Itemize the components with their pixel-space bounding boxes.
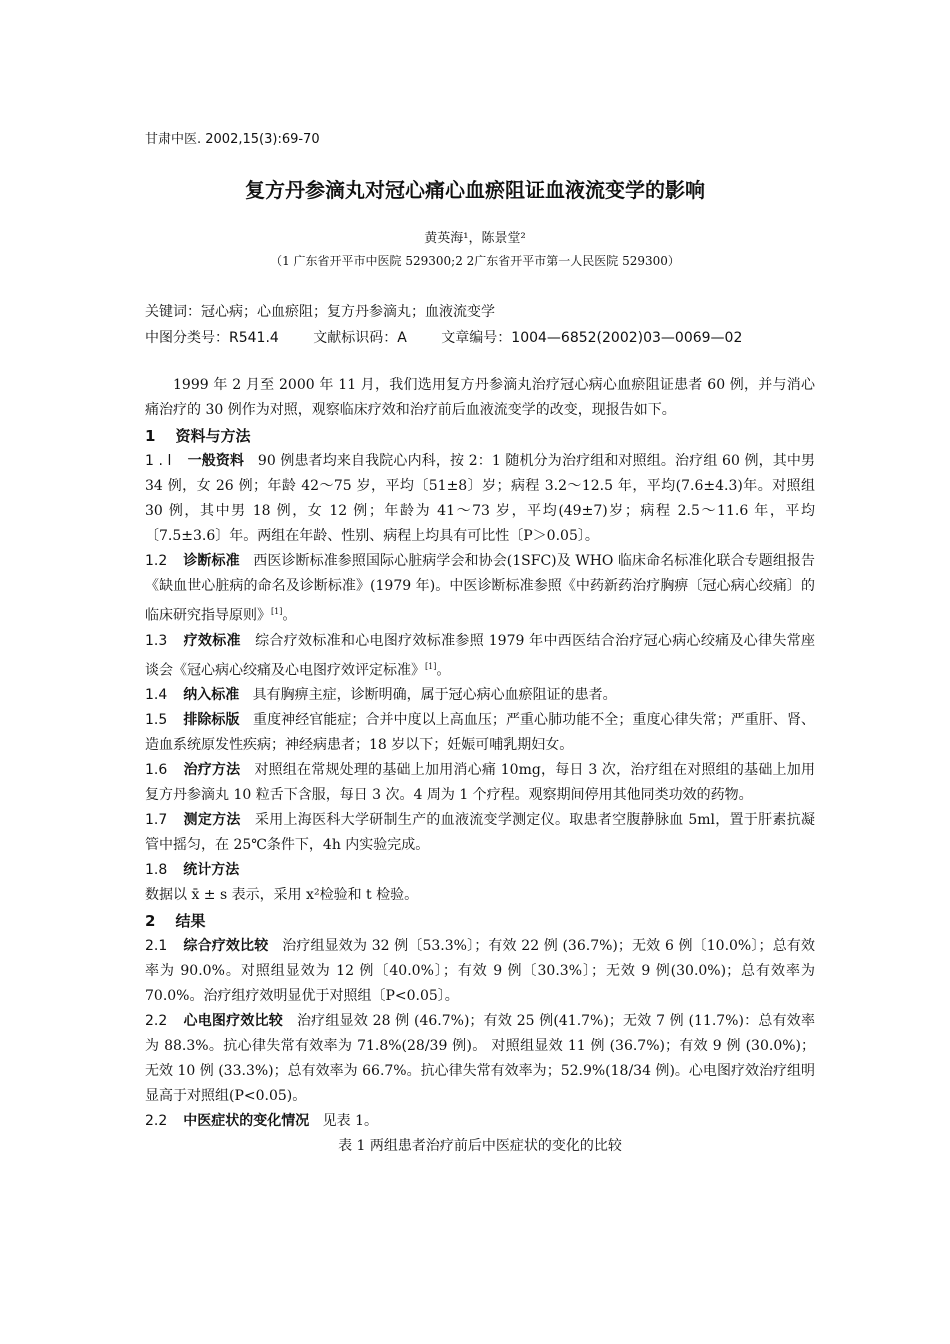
- paper-title: 复方丹参滴丸对冠心痛心血瘀阻证血液流变学的影响: [245, 178, 705, 202]
- subsection-2-1: [145, 934, 815, 1009]
- subsection-number: 1.3: [145, 632, 168, 649]
- subsection-text-tail: 。: [436, 662, 451, 679]
- subsection-number: 1.7: [145, 812, 168, 829]
- subsection-1-2: [145, 549, 815, 629]
- subsection-number: 1 . l: [145, 453, 172, 469]
- subsection-number: 1.2: [145, 553, 168, 569]
- subsection-1-4: [145, 683, 815, 708]
- intro-paragraph: 1999 年 2 月至 2000 年 11 月，我们选用复方丹参滴丸治疗冠心病心血瘀阻证患者 60 例，并与消心痛治疗的 30 例作为对照，观察临床疗效和治疗前后血液流变学的改变，现报告如下。: [145, 377, 815, 418]
- subsection-title: 诊断标准: [183, 553, 240, 569]
- subsection-1-8-text: 数据以 x̄ ± s 表示，采用 x²检验和 t 检验。: [145, 887, 419, 904]
- document-code: 文献标识码：A: [313, 330, 407, 346]
- reference-marker: [1]: [425, 661, 437, 671]
- subsection-text: 对照组在常规处理的基础上加用消心痛 10mg，每日 3 次，治疗组在对照组的基础上加用复方丹参滴丸 10 粒舌下含服，每日 3 次。4 周为 1 个疗程。观察期间停用其他同类功效的药物。: [145, 762, 815, 804]
- keywords: 关键词：冠心病；心血瘀阻；复方丹参滴丸；血液流变学: [145, 304, 495, 320]
- subsection-title: 疗效标准: [183, 632, 241, 649]
- subsection-text: 治疗组显效为 32 例〔53.3%〕；有效 22 例 (36.7%)；无效 6 例〔10.0%〕；总有效率为 90.0%。对照组显效为 12 例〔40.0%〕；有效 9 例〔30.3%〕；无效 9 例(30.0%)；总有效率为 70.0%。治疗组疗效明显优于对照组〔P<0.05〕。: [145, 938, 816, 1005]
- section-1-heading: [145, 423, 815, 449]
- subsection-text: 治疗组显效 28 例 (46.7%)；有效 25 例(41.7%)；无效 7 例 (11.7%)：总有效率为 88.3%。抗心律失常有效率为 71.8%(28/39 例)。 对照组显效 11 例 (36.7%)；有效 9 例 (30.0%)；无效 10 例 (33.3%)；总有效率为 66.7%。抗心律失常有效率为；52.9%(18/34 例)。心电图疗效治疗组明显高于对照组(P<0.05)。: [145, 1013, 816, 1105]
- subsection-1-1: [145, 449, 815, 549]
- subsection-text: 具有胸痹主症，诊断明确，属于冠心病心血瘀阻证的患者。: [252, 687, 617, 704]
- table-caption: 表 1 两组患者治疗前后中医症状的变化的比较: [338, 1138, 622, 1155]
- subsection-1-7: [145, 808, 815, 858]
- subsection-number: 2.2: [145, 1013, 168, 1030]
- subsection-1-5: [145, 708, 815, 758]
- affiliations: （1 广东省开平市中医院 529300;2 2广东省开平市第一人民医院 529300）: [270, 254, 680, 268]
- subsection-number: 1.8: [145, 862, 168, 879]
- subsection-title: 中医症状的变化情况: [183, 1113, 310, 1130]
- paper-body: [145, 373, 815, 1159]
- subsection-2-3: [145, 1109, 815, 1134]
- section-number: 1: [145, 427, 156, 445]
- subsection-title: 测定方法: [183, 812, 241, 829]
- section-title: 资料与方法: [175, 427, 251, 445]
- subsection-number: 1.5: [145, 712, 168, 729]
- subsection-title: 排除标版: [183, 712, 240, 729]
- section-number: 2: [145, 912, 156, 931]
- subsection-text: 重度神经官能症；合并中度以上高血压；严重心肺功能不全；重度心律失常；严重肝、肾、造血系统原发性疾病；神经病患者；18 岁以下；妊娠可哺乳期妇女。: [145, 712, 816, 754]
- subsection-1-3: [145, 629, 815, 684]
- subsection-title: 统计方法: [183, 862, 240, 879]
- reference-marker: [1]: [271, 607, 283, 616]
- subsection-number: 1.4: [145, 687, 168, 704]
- article-number: 文章编号：1004—6852(2002)03—0069—02: [441, 330, 743, 346]
- journal-citation: 甘肃中医. 2002,15(3):69-70: [145, 132, 320, 147]
- section-2-heading: [145, 908, 815, 934]
- subsection-1-8-heading: [145, 858, 815, 883]
- subsection-title: 一般资料: [187, 453, 245, 469]
- authors: 黄英海¹，陈景堂²: [424, 231, 526, 246]
- classification-line: [145, 327, 772, 347]
- subsection-number: 2.2: [145, 1113, 168, 1130]
- subsection-text: 见表 1。: [322, 1113, 378, 1130]
- subsection-text: 综合疗效标准和心电图疗效标准参照 1979 年中西医结合治疗冠心病心绞痛及心律失常座谈会《冠心病心绞痛及心电图疗效评定标准》: [145, 632, 816, 679]
- subsection-number: 2.1: [145, 938, 168, 955]
- subsection-text: 采用上海医科大学研制生产的血液流变学测定仪。取患者空腹静脉血 5ml，置于肝素抗凝管中摇匀，在 25℃条件下，4h 内实验完成。: [145, 812, 816, 854]
- subsection-text: 西医诊断标准参照国际心脏病学会和协会(1SFC)及 WHO 临床命名标准化联合专题组报告《缺血世心脏病的命名及诊断标准》(1979 年)。中医诊断标准参照《中药新药治疗胸痹〔冠心病心绞痛〕的临床研究指导原则》: [145, 553, 816, 624]
- subsection-title: 纳入标准: [183, 687, 240, 704]
- subsection-title: 综合疗效比较: [183, 938, 269, 955]
- subsection-text: 90 例患者均来自我院心内科，按 2：1 随机分为治疗组和对照组。治疗组 60 例，其中男 34 例，女 26 例；年龄 42～75 岁，平均〔51±8〕岁；病程 3.2～12.5 年，平均(7.6±4.3)年。对照组 30 例，其中男 18 例，女 12 例；年龄为 41～73 岁，平均(49±7)岁；病程 2.5～11.6 年，平均〔7.5±3.6〕年。两组在年龄、性别、病程上均具有可比性〔P＞0.05〕。: [145, 453, 816, 544]
- subsection-2-2: [145, 1009, 815, 1109]
- section-title: 结果: [175, 912, 206, 931]
- subsection-1-6: [145, 758, 815, 808]
- subsection-number: 1.6: [145, 762, 168, 779]
- subsection-title: 治疗方法: [183, 762, 241, 779]
- subsection-text-tail: 。: [282, 607, 297, 624]
- class-number: 中图分类号：R541.4: [145, 330, 279, 346]
- subsection-title: 心电图疗效比较: [183, 1013, 283, 1030]
